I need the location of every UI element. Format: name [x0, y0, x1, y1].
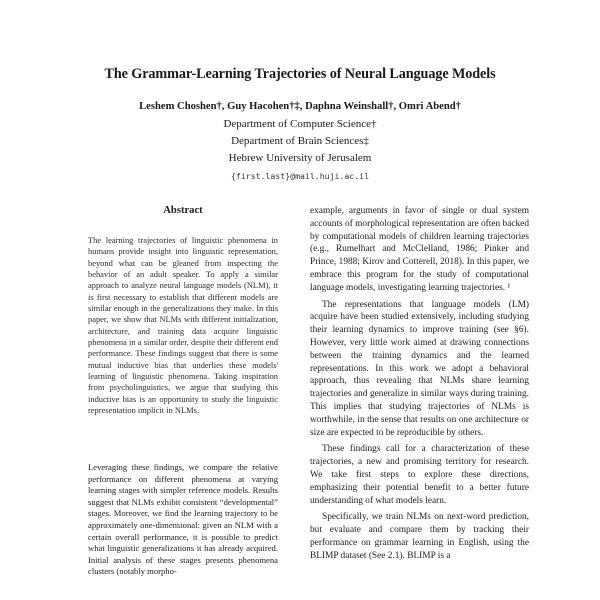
- author-email: {first.last}@mail.huji.ac.il: [230, 171, 370, 181]
- affiliation-university: Hebrew University of Jerusalem: [228, 152, 372, 164]
- intro-paragraph: example, arguments in favor of single or dual system accounts of morphological representation are often backed by computational models of children learning trajectories (e.g., Rumelhart and McClelland, 1986; Pinker and Prince, 1988; Kirov and Cotterell, 2018). In this paper, we embrace this program for the study of computational language models, investigating learning trajectories. ¹: [310, 206, 529, 293]
- intro-paragraph: Specifically, we train NLMs on next-word prediction, but evaluate and compare them by tracking their performance on grammar learning in English, using the BLIMP dataset (See 2.1). BLIMP is a: [310, 512, 529, 561]
- affiliation-brain-sciences: Department of Brain Sciences‡: [231, 135, 369, 147]
- intro-paragraph: The representations that language models (LM) acquire have been studied extensively, including studying their learning dynamics to improve training (see §6). However, very little work aimed at drawing connections between the training dynamics and the learned representations. In this work we adopt a behavioral approach, thus revealing that NLMs share learning trajectories and generalize in similar ways during training. This implies that studying trajectories of NLMs is worthwhile, in the sense that results on one architecture or size are expected to be reproducible by others.: [310, 299, 529, 438]
- intro-paragraph: These findings call for a characterization of these trajectories, a new and promising territory for research. We take first steps to explore these directions, emphasizing their potential benefit to a better future understanding of what models learn.: [310, 444, 529, 506]
- intro-left-paragraph: Leveraging these findings, we compare the relative performance on different phenomena at varying learning stages with simpler reference models. Results suggest that NLMs exhibit consistent “developmental” stages. Moreover, we find the learning trajectory to be approximately one-dimensional: given an NLM with a certain overall performance, it is possible to predict what linguistic generalizations it has already acquired. Initial analysis of these stages presents phenomena clusters (notably morpho-: [88, 462, 278, 577]
- abstract-heading: Abstract: [163, 205, 203, 216]
- intro-right-column: [310, 205, 529, 567]
- abstract-text: The learning trajectories of linguistic phenomena in humans provide insight into linguistic representation, beyond what can be gleaned from inspecting the behavior of an adult speaker. To apply a similar approach to analyze neural language models (NLM), it is first necessary to establish that different models are similar enough in the generalizations they make. In this paper, we show that NLMs with different initialization, architecture, and training data acquire linguistic phenomena in a similar order, despite their different end performance. These findings suggest that there is some mutual inductive bias that underlies these models' learning of linguistic phenomena. Taking inspiration from psycholinguistics, we argue that studying this inductive bias is an opportunity to study the linguistic representation implicit in NLMs.: [88, 235, 278, 416]
- paper-title: The Grammar-Learning Trajectories of Neural Language Models: [104, 66, 496, 82]
- affiliation-computer-science: Department of Computer Science†: [223, 118, 377, 130]
- author-list: Leshem Choshen†, Guy Hacohen†‡, Daphna Weinshall†, Omri Abend†: [139, 101, 461, 112]
